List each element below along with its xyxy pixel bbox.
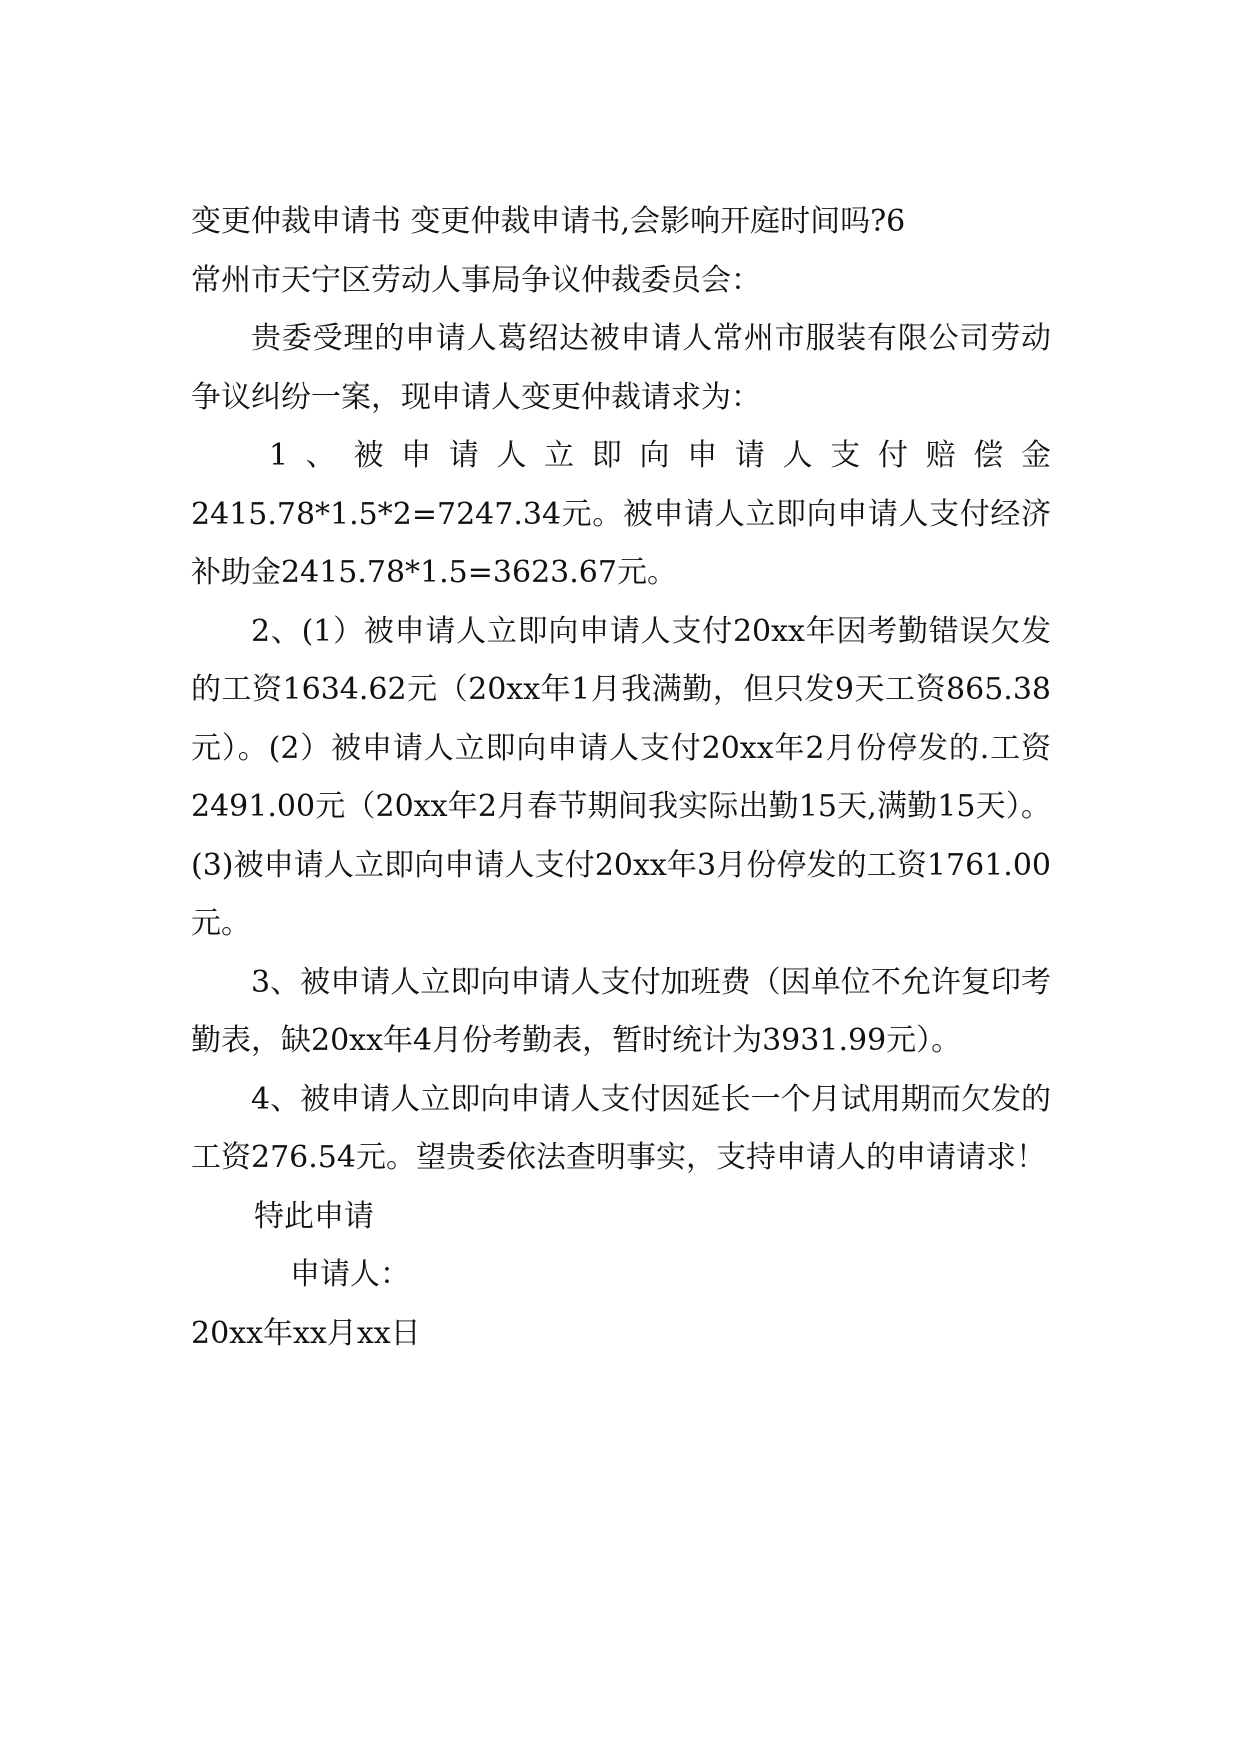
document-body (191, 193, 1051, 1363)
paragraph-claim-2: 2、(1）被申请人立即向申请人支付20xx年因考勤错误欠发的工资1634.62元（20xx年1月我满勤，但只发9天工资865.38元）。(2）被申请人立即向申请人支付20xx年2月份停发的.工资2491.00元（20xx年2月春节期间我实际出勤15天,满勤15天）。(3)被申请人立即向申请人支付20xx年3月份停发的工资1761.00元。 (191, 613, 1051, 941)
document-title-line: 变更仲裁申请书 变更仲裁申请书,会影响开庭时间吗?6 (191, 204, 906, 239)
paragraph-claim-1: 1、被申请人立即向申请人支付赔偿金2415.78*1.5*2=7247.34元。被申请人立即向申请人支付经济补助金2415.78*1.5=3623.67元。 (191, 438, 1051, 590)
closing-text: 特此申请 (254, 1198, 374, 1234)
document-date: 20xx年xx月xx日 (191, 1315, 421, 1351)
signer-label: 申请人： (290, 1257, 410, 1292)
addressee: 常州市天宁区劳动人事局争议仲裁委员会： (191, 262, 761, 298)
paragraph-claim-4: 4、被申请人立即向申请人支付因延长一个月试用期而欠发的工资276.54元。望贵委依法查明事实，支持申请人的申请请求！ (191, 1081, 1051, 1175)
paragraph-claim-3: 3、被申请人立即向申请人支付加班费（因单位不允许复印考勤表，缺20xx年4月份考勤表，暂时统计为3931.99元）。 (191, 964, 1051, 1058)
paragraph-intro: 贵委受理的申请人葛绍达被申请人常州市服装有限公司劳动争议纠纷一案，现申请人变更仲裁请求为： (191, 321, 1051, 415)
